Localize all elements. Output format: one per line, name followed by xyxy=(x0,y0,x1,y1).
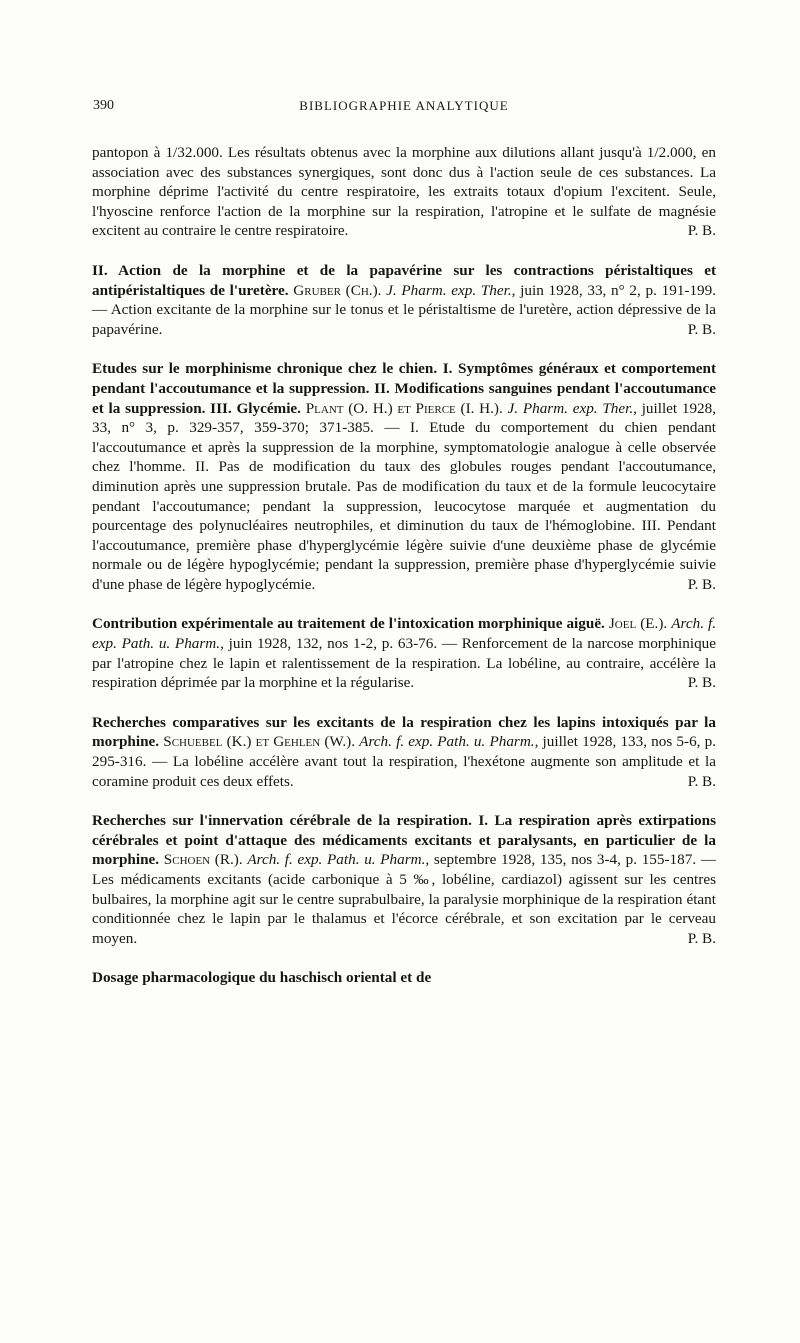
entry-title: Recherches sur l'innervation cérébrale de la respiration. I. La respiration après extirpations cérébrales et point d'attaque des médicaments excitants et paralysants, en particulier de la morphine. xyxy=(92,812,716,869)
bibliography-entry xyxy=(92,968,716,988)
bibliography-entry xyxy=(92,614,716,692)
entry-journal: Arch. f. exp. Path. u. Pharm., xyxy=(247,851,430,869)
bibliography-entry xyxy=(92,811,716,948)
entry-reference: juin 1928, 132, nos 1-2, p. 63-76. xyxy=(228,635,438,653)
entry-summary: — Renforcement de la narcose morphinique par l'atropine chez le lapin et ralentissement de la respiration. La lobéline, au contraire, accélère la respiration déprimée par la morphine et la régularise. xyxy=(92,635,717,692)
entry-journal: J. Pharm. exp. Ther., xyxy=(507,399,637,417)
entry-reference: septembre 1928, 135, nos 3-4, p. 155-187. xyxy=(433,851,697,869)
entry-journal: J. Pharm. exp. Ther., xyxy=(386,281,516,299)
bibliography-entry xyxy=(92,261,716,339)
entry-summary: — Action excitante de la morphine sur le tonus et le péristaltisme de l'uretère, action dépressive de la papavérine. xyxy=(92,301,716,338)
entry-author: Gruber (Ch.). xyxy=(293,281,382,299)
entry-title: II. Action de la morphine et de la papavérine sur les contractions péristaltiques et antipéristaltiques de l'uretère. xyxy=(92,261,716,299)
bibliography-entry xyxy=(92,713,716,791)
entry-title: Contribution expérimentale au traitement de l'intoxication morphinique aiguë. xyxy=(92,615,605,633)
page-number: 390 xyxy=(93,98,114,113)
entry-reference: juin 1928, 33, n° 2, p. 191-199. xyxy=(520,281,717,299)
entry-signature: P. B. xyxy=(687,575,716,593)
bibliography-entry xyxy=(92,359,716,594)
entry-text: pantopon à 1/32.000. Les résultats obtenus avec la morphine aux dilutions allant jusqu'à 1/2.000, en association avec des substances synergiques, sont donc dus à l'action seule de ces substances. La morphine déprime l'activité du centre respiratoire, les extraits totaux d'opium l'excitent. Seule, l'hyoscine renforce l'action de la morphine sur la respiration, l'atropine et le sulfate de magnésie excitent au contraire le centre respiratoire. xyxy=(92,144,716,240)
entry-reference: juillet 1928, 133, nos 5-6, p. 295-316. xyxy=(92,733,717,771)
entry-title: Dosage pharmacologique du haschisch oriental et de xyxy=(92,969,432,987)
entry-journal: Arch. f. exp. Path. u. Pharm., xyxy=(359,733,539,751)
entry-author: Schuebel (K.) et Gehlen (W.). xyxy=(163,733,356,751)
entry-reference: juillet 1928, 33, n° 3, p. 329-357, 359-370; 371-385. xyxy=(92,399,717,437)
running-title: BIBLIOGRAPHIE ANALYTIQUE xyxy=(299,98,509,113)
entry-signature: P. B. xyxy=(687,772,716,790)
entry-author: Plant (O. H.) et Pierce (I. H.). xyxy=(305,399,503,417)
entry-summary: — La lobéline accélère avant tout la respiration, l'hexétone augmente son amplitude et la coramine produit ces deux effets. xyxy=(92,753,716,790)
entry-summary: — Les médicaments excitants (acide carbonique à 5 ‰, lobéline, cardiazol) agissent sur les centres bulbaires, la morphine agit sur le centre suprabulbaire, la paralysie morphinique de la respiration étant conditionnée chez le lapin par le thalamus et l'écorce cérébrale, et son excitation par le cerveau moyen. xyxy=(92,851,717,947)
entry-signature: P. B. xyxy=(687,222,716,240)
entry-title: Recherches comparatives sur les excitants de la respiration chez les lapins intoxiqués par la morphine. xyxy=(92,713,716,751)
entry-signature: P. B. xyxy=(687,674,716,692)
entry-author: Joel (E.). xyxy=(608,615,668,633)
page-header xyxy=(93,98,715,122)
entry-signature: P. B. xyxy=(687,929,716,947)
entry-title: Etudes sur le morphinisme chronique chez le chien. I. Symptômes généraux et comportement pendant l'accoutumance et la suppression. II. Modifications sanguines pendant l'accoutumance et la suppression. III. Glycémie. xyxy=(92,360,716,417)
entry-journal: Arch. f. exp. Path. u. Pharm., xyxy=(92,615,717,653)
entry-summary: — I. Etude du comportement du chien pendant l'accoutumance et après la suppression de la morphine, symptomatologie analogue à celle observée chez l'homme. II. Pas de modification du taux des globules rouges pendant l'accoutumance, diminution après une suppression brutale. Pas de modification du taux et de la formule leucocytaire pendant l'accoutumance; pendant la suppression, leucocytose marquée et augmentation du pourcentage des polynucléaires neutrophiles, et diminution du taux de l'hémoglobine. III. Pendant l'accoutumance, première phase d'hyperglycémie légère suivie d'une deuxième phase de glycémie normale ou de légère hypoglycémie; pendant la suppression, première phase d'hyperglycémie suivie d'une phase de légère hypoglycémie. xyxy=(92,419,717,593)
entry-author: Schoen (R.). xyxy=(163,851,243,869)
entry-signature: P. B. xyxy=(687,320,716,338)
bibliography-entry xyxy=(92,143,716,241)
bibliography-column xyxy=(92,143,716,1008)
